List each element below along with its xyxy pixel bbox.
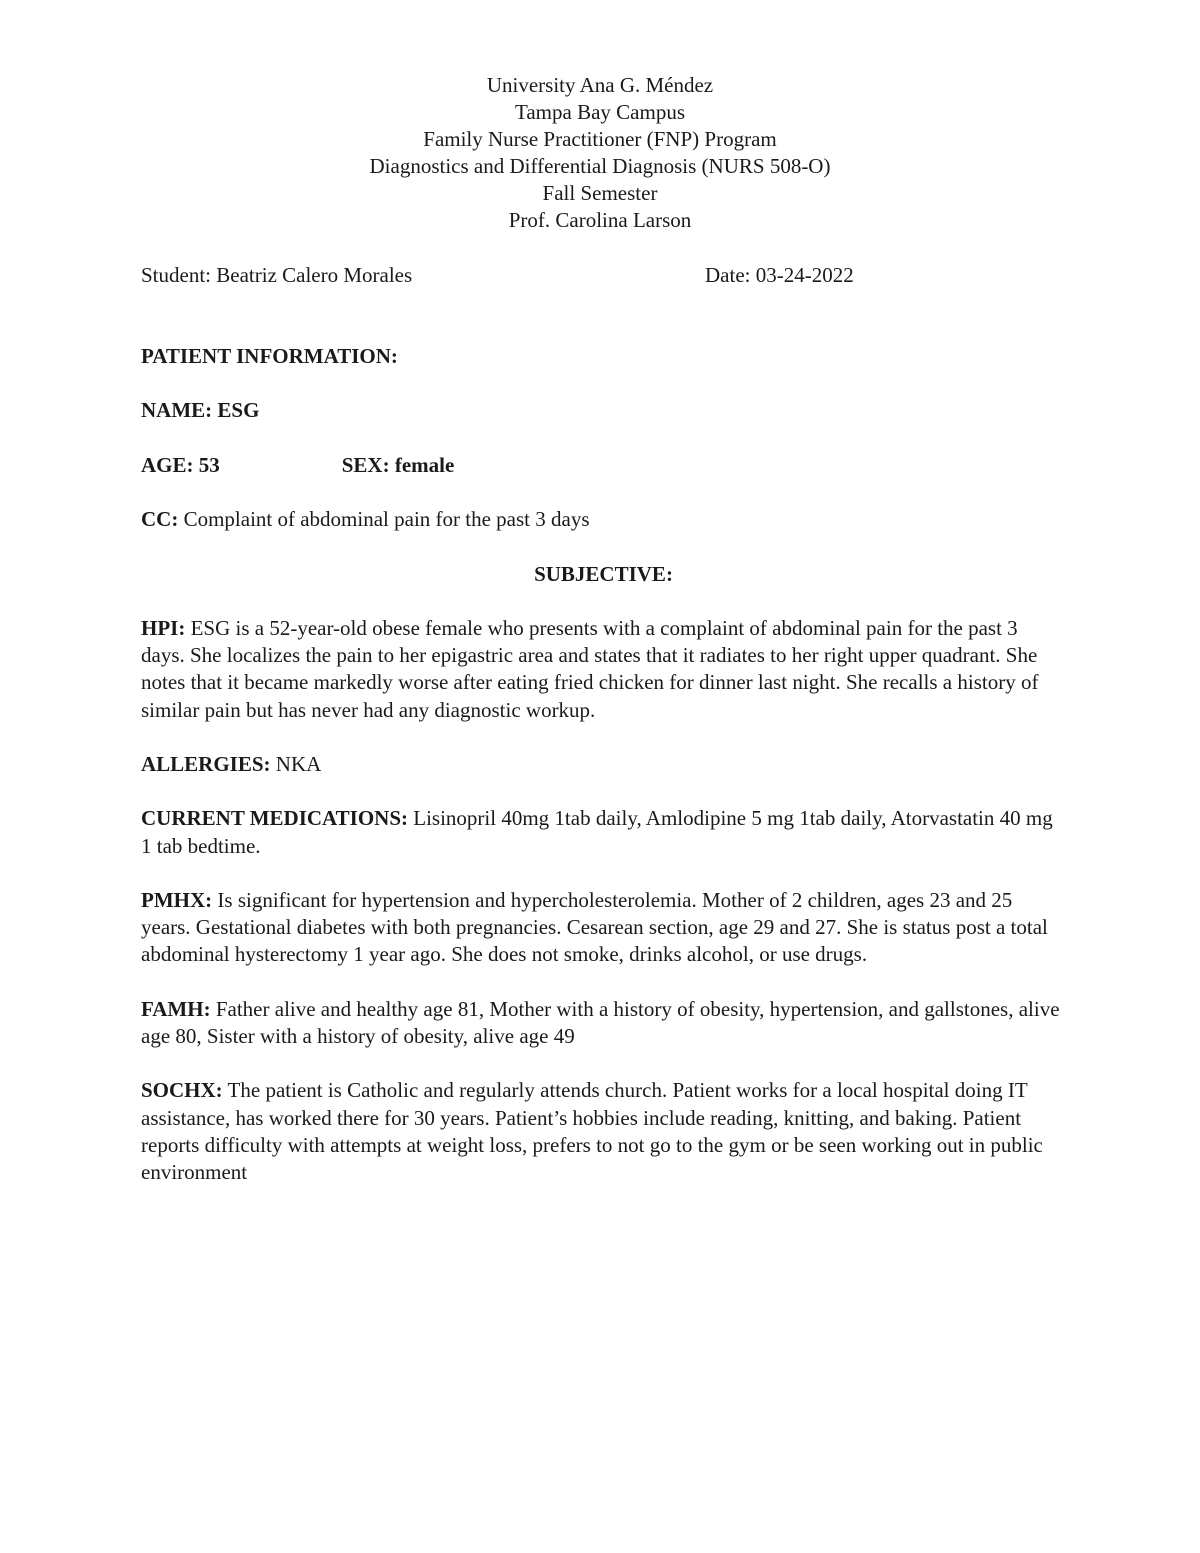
medications-label: CURRENT MEDICATIONS: — [141, 806, 409, 831]
allergies-label: ALLERGIES: — [141, 751, 271, 776]
sochx-label: SOCHX: — [141, 1078, 223, 1103]
patient-age-sex-row — [141, 452, 1066, 479]
patient-age: AGE: 53 — [141, 452, 220, 477]
patient-sex: SEX: female — [341, 452, 455, 477]
hpi-paragraph — [141, 615, 1066, 724]
sochx-paragraph — [141, 1077, 1066, 1186]
subjective-heading: SUBJECTIVE: — [534, 561, 673, 586]
allergies-paragraph — [141, 751, 1066, 778]
document-body — [141, 343, 1066, 1213]
campus-name: Tampa Bay Campus — [515, 100, 685, 124]
hpi-label: HPI: — [141, 615, 186, 640]
document-header — [0, 72, 1200, 234]
allergies-text: NKA — [270, 751, 322, 776]
pmhx-label: PMHX: — [141, 887, 213, 912]
document-date: Date: 03-24-2022 — [705, 263, 854, 287]
course-name: Diagnostics and Differential Diagnosis (NURS 508-O) — [369, 154, 831, 178]
program-name: Family Nurse Practitioner (FNP) Program — [423, 127, 777, 151]
cc-text: Complaint of abdominal pain for the past 3 days — [178, 507, 590, 532]
sochx-text: The patient is Catholic and regularly attends church. Patient works for a local hospital doing IT assistance, has worked there for 30 years. Patient’s hobbies include reading, knitting, and baking. Patient reports difficulty with attempts at weight loss, prefers to not go to the gym or be seen working out in public environment — [141, 1078, 1043, 1184]
pmhx-paragraph — [141, 887, 1066, 969]
student-name: Student: Beatriz Calero Morales — [141, 263, 413, 287]
famh-text: Father alive and healthy age 81, Mother with a history of obesity, hypertension, and gallstones, alive age 80, Sister with a history of obesity, alive age 49 — [141, 996, 1060, 1048]
famh-label: FAMH: — [141, 996, 211, 1021]
cc-label: CC: — [141, 507, 179, 532]
pmhx-text: Is significant for hypertension and hypercholesterolemia. Mother of 2 children, ages 23 and 25 years. Gestational diabetes with both pregnancies. Cesarean section, age 29 and 27. She is status post a total abdominal hysterectomy 1 year ago. She does not smoke, drinks alcohol, or use drugs. — [141, 887, 1048, 967]
semester: Fall Semester — [542, 181, 658, 205]
patient-information-heading: PATIENT INFORMATION: — [141, 344, 398, 368]
university-name: University Ana G. Méndez — [486, 73, 714, 97]
patient-name: NAME: ESG — [141, 398, 260, 423]
chief-complaint — [141, 506, 1066, 533]
medications-text: Lisinopril 40mg 1tab daily, Amlodipine 5 mg 1tab daily, Atorvastatin 40 mg 1 tab bedtime. — [141, 806, 1053, 858]
professor-name: Prof. Carolina Larson — [508, 208, 692, 232]
hpi-text: ESG is a 52-year-old obese female who presents with a complaint of abdominal pain for the past 3 days. She localizes the pain to her epigastric area and states that it radiates to her right upper quadrant. She notes that it became markedly worse after eating fried chicken for dinner last night. She recalls a history of similar pain but has never had any diagnostic workup. — [141, 615, 1039, 722]
famh-paragraph — [141, 996, 1066, 1050]
medications-paragraph — [141, 805, 1066, 859]
